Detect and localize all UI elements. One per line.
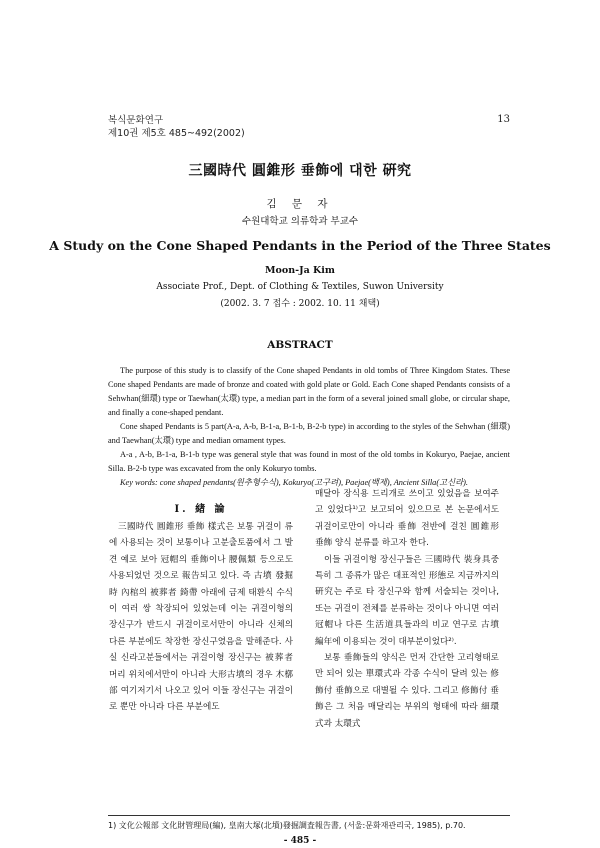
body-paragraph: 三國時代 圓錐形 垂飾 樣式은 보통 귀걸이 류에 사용되는 것이 보통이나 고분출토품에서 그 발견 예로 보아 冠帽의 垂飾이나 腰佩類 등으로도 사용되었던 것으로 報告되고 있다. 즉 古墳 發掘時 內棺의 被葬者 錡帶 아래에 금제 태환식 수식이 여러 쌍 착장되어 있었는데 이는 귀걸이형의 장신구가 반드시 귀걸이로서만이 아니라 신체의 다른 부분에도 착장한 장신구였음을 말해준다. 사실 신라고분들에서는 귀걸이형 장신구는 被葬者 머리 위치에서만이 아니라 大形古墳의 경우 木槨部 여기저기서 나오고 있어 이들 장신구는 귀걸이로 뿐만 아니라 다른 부분에도 xyxy=(109,522,293,713)
english-title: A Study on the Cone Shaped Pendants in the Period of the Three States xyxy=(49,238,551,253)
section-heading: I. 緖 論 xyxy=(174,504,228,515)
keywords: Key words: cone shaped pendants(원추형수식), Kokuryo(고구려), Paejae(백제), Ancient Silla(고신라). xyxy=(120,478,468,487)
abstract-heading: ABSTRACT xyxy=(267,339,333,351)
korean-author: 김 문 자 xyxy=(266,198,334,210)
submission-dates: (2002. 3. 7 접수 : 2002. 10. 11 채택) xyxy=(220,299,380,309)
english-affiliation: Associate Prof., Dept. of Clothing & Textiles, Suwon University xyxy=(156,282,444,292)
footnote-divider xyxy=(108,815,510,816)
left-column xyxy=(109,519,293,716)
abstract-paragraph: The purpose of this study is to classify of the Cone shaped Pendants in old tombs of Three Kingdom States. These Cone shaped Pendants are made of bronze and coated with gold plate or Gold. Each Cone shaped Pendants consists of a Sehwhan(細環) type or Taewhan(太環) type, a median part in the form of a several joined small globe, or circular shape, and finally a cone-shaped pendant. xyxy=(108,366,510,417)
journal-header xyxy=(108,114,245,140)
body-paragraph: 이들 귀걸이형 장신구들은 三國時代 裝身具중 특히 그 종류가 많은 대표적인 形態로 지금까지의 硏究는 주로 타 장신구와 함께 서술되는 것이나, 또는 귀걸이 전체를 분류하는 것이나 아니면 여러 冠帽나 다른 生活道具들과의 비교 연구로 古墳 編年에 이용되는 것이 대부분이었다²⁾. xyxy=(315,554,499,647)
body-paragraph: 매달아 장식용 드리개로 쓰이고 있었음을 보여주고 있었다¹⁾고 보고되어 있으므로 본 논문에서도 귀걸이로만이 아니라 垂飾 전반에 걸친 圓錐形 垂飾 양식 분류를 하고자 한다. xyxy=(315,489,499,549)
body-paragraph: 보통 垂飾들의 양식은 먼저 간단한 고리형태로만 되어 있는 單環式과 각종 수식이 달려 있는 修飾付 垂飾으로 대별될 수 있다. 그리고 修飾付 垂飾은 그 처음 매달리는 부위의 형태에 따라 細環式과 太環式 xyxy=(315,653,499,729)
right-column xyxy=(315,486,499,732)
english-author: Moon-Ja Kim xyxy=(265,265,335,276)
abstract-paragraph: A-a , A-b, B-1-a, B-1-b type was general style that was found in most of the old tombs in Kokuryo, Paejae, ancient Silla. B-2-b type was excavated from the only Kokuryo tombs. xyxy=(108,450,510,473)
korean-affiliation: 수원대학교 의류학과 부교수 xyxy=(241,216,359,227)
abstract-paragraph: Cone shaped Pendants is 5 part(A-a, A-b, B-1-a, B-1-b, B-2-b type) in according to the styles of the Sehwhan (細環) and Taewhan(太環) type and median ornament types. xyxy=(108,422,510,445)
journal-volume: 제10권 제5호 485~492(2002) xyxy=(108,128,245,139)
journal-name: 복식문화연구 xyxy=(108,115,164,126)
abstract-body xyxy=(108,364,510,490)
korean-title: 三國時代 圓錐形 垂飾에 대한 硏究 xyxy=(188,163,412,179)
footnote: 1) 文化公報部 文化財管理局(編), 皇南大塚(北墳)發掘調査報告書, (서울:문화재관리국, 1985), p.70. xyxy=(108,821,466,830)
page-footer: - 485 - xyxy=(283,836,317,846)
page-number: 13 xyxy=(497,114,510,125)
